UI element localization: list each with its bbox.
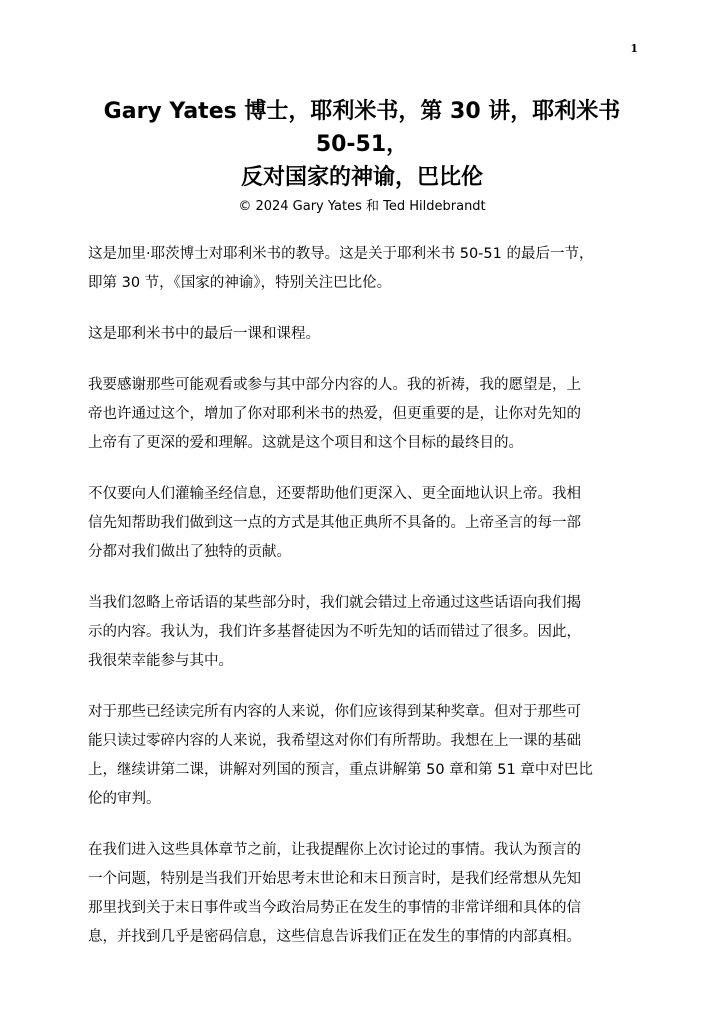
paragraph-line: 伦的审判。: [88, 791, 161, 807]
title-line-2: 50-51，: [315, 132, 409, 157]
paragraph-line: 即第 30 节，《国家的神谕》，特别关注巴比伦。: [88, 275, 392, 291]
paragraph-2: [88, 320, 636, 349]
paragraph-line: 当我们忽略上帝话语的某些部分时，我们就会错过上帝通过这些话语向我们揭: [88, 595, 581, 611]
paragraph-5: [88, 589, 636, 676]
paragraph-7: [88, 836, 636, 952]
paragraph-line: 上帝有了更深的爱和理解。这就是这个项目和这个目标的最终目的。: [88, 435, 523, 451]
paragraph-line: 帝也许通过这个，增加了你对耶利米书的热爱，但更重要的是，让你对先知的: [88, 406, 581, 422]
paragraph-line: 不仅要向人们灌输圣经信息，还要帮助他们更深入、更全面地认识上帝。我相: [88, 486, 581, 502]
paragraph-line: 对于那些已经读完所有内容的人来说，你们应该得到某种奖章。但对于那些可: [88, 704, 581, 720]
paragraph-line: 示的内容。我认为，我们许多基督徒因为不听先知的话而错过了很多。因此，: [88, 624, 581, 640]
paragraph-line: 这是耶利米书中的最后一课和课程。: [88, 326, 320, 342]
paragraph-3: [88, 371, 636, 458]
paragraph-6: [88, 698, 636, 814]
paragraph-line: 能只读过零碎内容的人来说，我希望这对你们有所帮助。我想在上一课的基础: [88, 733, 581, 749]
body-text: [88, 240, 636, 974]
paragraph-1: [88, 240, 636, 298]
paragraph-line: 一个问题，特别是当我们开始思考末世论和末日预言时，是我们经常想从先知: [88, 871, 581, 887]
paragraph-line: 那里找到关于末日事件或当今政治局势正在发生的事情的非常详细和具体的信: [88, 900, 581, 916]
copyright-line: © 2024 Gary Yates 和 Ted Hildebrandt: [238, 199, 486, 214]
title-line-3: 反对国家的神谕，巴比伦: [240, 165, 483, 190]
page-number: 1: [630, 42, 638, 55]
paragraph-line: 我很荣幸能参与其中。: [88, 653, 233, 669]
paragraph-line: 上，继续讲第二课，讲解对列国的预言，重点讲解第 50 章和第 51 章中对巴比: [88, 762, 593, 778]
paragraph-line: 分都对我们做出了独特的贡献。: [88, 544, 291, 560]
paragraph-line: 我要感谢那些可能观看或参与其中部分内容的人。我的祈祷，我的愿望是，上: [88, 377, 581, 393]
paragraph-line: 信先知帮助我们做到这一点的方式是其他正典所不具备的。上帝圣言的每一部: [88, 515, 581, 531]
paragraph-line: 在我们进入这些具体章节之前，让我提醒你上次讨论过的事情。我认为预言的: [88, 842, 581, 858]
paragraph-line: 这是加里·耶茨博士对耶利米书的教导。这是关于耶利米书 50-51 的最后一节，: [88, 246, 594, 262]
title-line-1: Gary Yates 博士，耶利米书，第 30 讲，耶利米书: [103, 99, 621, 124]
paragraph-4: [88, 480, 636, 567]
title-block: [88, 95, 636, 216]
paragraph-line: 息，并找到几乎是密码信息，这些信息告诉我们正在发生的事情的内部真相。: [88, 929, 581, 945]
